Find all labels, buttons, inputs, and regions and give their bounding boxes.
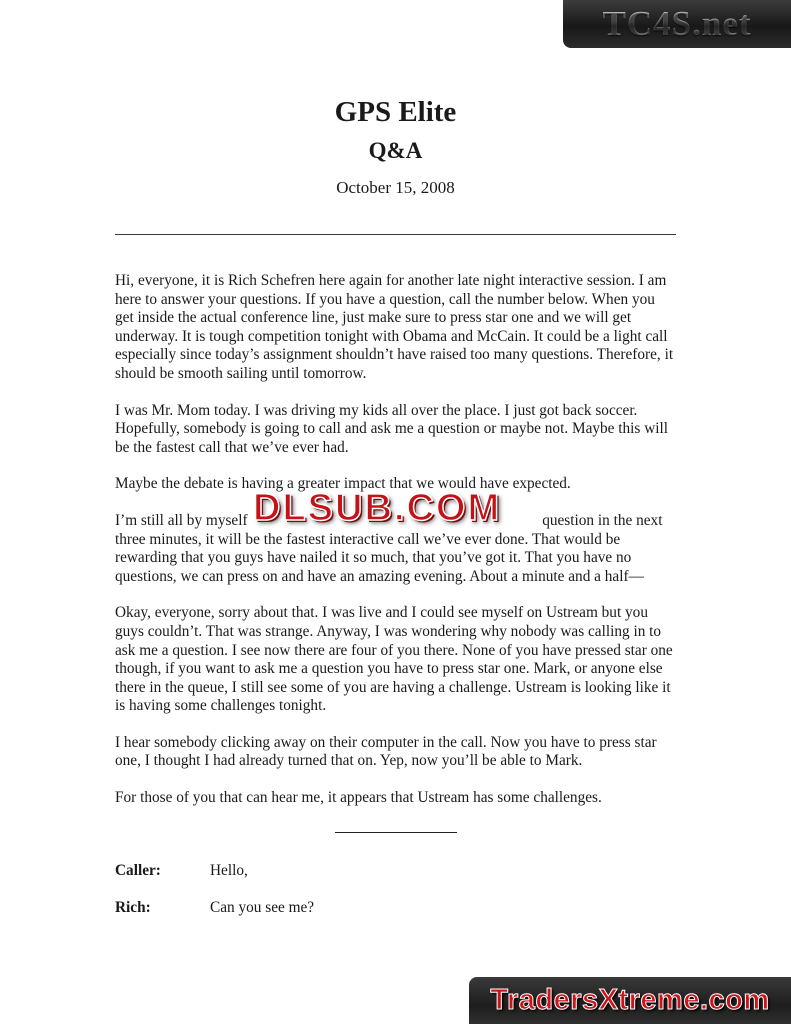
tradersxtreme-logo-text: TradersXtreme.com bbox=[490, 984, 770, 1016]
paragraph: Okay, everyone, sorry about that. I was live and I could see myself on Ustream but you guys couldn’t. That was strange. Anyway, I was wondering why nobody was calling in to ask me a question. I see now there are four of you there. None of you have pressed star one though, if you want to ask me a question you have to press star one. Mark, or anyone else there in the queue, I still see some of you are having a challenge. Ustream is looking like it is having some challenges tonight. bbox=[115, 604, 673, 715]
tradersxtreme-logo-badge bbox=[469, 977, 791, 1024]
paragraph-with-watermark bbox=[115, 486, 676, 586]
paragraph: I hear somebody clicking away on their computer in the call. Now you have to press star one, I thought I had already turned that on. Yep, now you’ll be able to Mark. bbox=[115, 733, 657, 770]
dialog-text: Hello, bbox=[210, 861, 248, 879]
dialog-speaker: Rich: bbox=[115, 899, 151, 917]
paragraph: For those of you that can hear me, it appears that Ustream has some challenges. bbox=[115, 789, 602, 807]
tc4s-logo-text: TC4S.net bbox=[602, 4, 752, 43]
dlsub-watermark: DLSUB.COM bbox=[253, 486, 502, 529]
paragraph-text-before: I’m still all by myself bbox=[115, 511, 248, 529]
page-subtitle: Q&A bbox=[368, 138, 423, 163]
dialog-section bbox=[115, 862, 676, 918]
section-divider bbox=[335, 832, 457, 833]
header-divider bbox=[115, 234, 676, 235]
paragraph-text-after: question in the next three minutes, it will be the fastest interactive call we’ve ever done. That would be rewarding that you guys have nailed it so much, that you’ve got it. That you have no questions, we can press on and have an amazing evening. About a minute and a half— bbox=[115, 511, 663, 585]
dialog-row bbox=[115, 899, 676, 918]
paragraph: I was Mr. Mom today. I was driving my kids all over the place. I just got back soccer. Hopefully, somebody is going to call and ask me a question or maybe not. Maybe this will be the fastest call that we’ve ever had. bbox=[115, 401, 669, 456]
document-content bbox=[115, 0, 676, 937]
paragraph: Hi, everyone, it is Rich Schefren here again for another late night interactive session. I am here to answer your questions. If you have a question, call the number below. When you get inside the actual conference line, just make sure to press star one and we will get underway. It is tough competition tonight with Obama and McCain. It could be a light call especially since today’s assignment shouldn’t have raised too many questions. Therefore, it should be smooth sailing until tomorrow. bbox=[115, 272, 674, 382]
paragraph: Maybe the debate is having a greater impact that we would have expected. bbox=[115, 475, 571, 493]
page-title: GPS Elite bbox=[334, 96, 457, 128]
transcript-body bbox=[115, 272, 676, 808]
title-block bbox=[115, 0, 676, 198]
dialog-row bbox=[115, 862, 676, 881]
document-date: October 15, 2008 bbox=[336, 178, 455, 197]
dialog-text: Can you see me? bbox=[210, 899, 315, 917]
dialog-speaker: Caller: bbox=[115, 861, 161, 879]
